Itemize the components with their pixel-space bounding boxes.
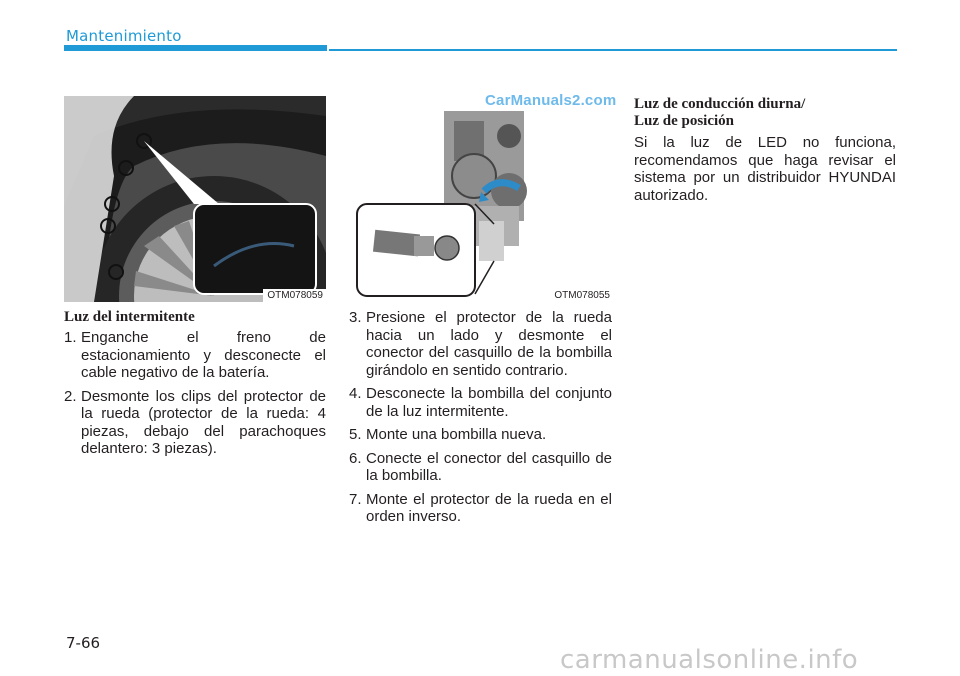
list-item bbox=[349, 309, 612, 379]
step-text: Monte una bombilla nueva. bbox=[366, 426, 547, 443]
list-item bbox=[349, 385, 612, 420]
step-number: 5. bbox=[349, 426, 362, 443]
step-text: Monte el protector de la rueda en el orden inverso. bbox=[366, 490, 612, 525]
list-item bbox=[349, 491, 612, 526]
right-heading-line1: Luz de conducción diurna/ bbox=[634, 96, 806, 112]
left-steps bbox=[64, 329, 326, 464]
left-heading: Luz del intermitente bbox=[64, 309, 195, 325]
figure-code-middle: OTM078055 bbox=[554, 290, 610, 301]
figure-code-left: OTM078059 bbox=[263, 289, 326, 302]
lamp-assembly-illustration bbox=[349, 96, 612, 302]
step-number: 3. bbox=[349, 309, 362, 326]
step-text: Conecte el conector del casquillo de la bombilla. bbox=[366, 449, 612, 484]
wheel-arch-illustration bbox=[64, 96, 326, 302]
figure-wheel-arch bbox=[64, 96, 326, 302]
watermark-top: CarManuals2.com bbox=[485, 92, 617, 109]
header-bar-thick bbox=[64, 45, 327, 51]
list-item bbox=[349, 426, 612, 444]
list-item bbox=[349, 450, 612, 485]
step-text: Desconecte la bombilla del conjunto de la luz intermitente. bbox=[366, 385, 612, 420]
step-text: Enganche el freno de estacionamiento y desconecte el cable negativo de la batería. bbox=[81, 329, 326, 381]
step-number: 4. bbox=[349, 385, 362, 402]
right-heading-line2: Luz de posición bbox=[634, 113, 735, 129]
step-text: Presione el protector de la rueda hacia un lado y desmonte el conector del casquillo de la bombilla girándolo en sentido contrario. bbox=[366, 309, 612, 379]
step-number: 2. bbox=[64, 387, 77, 405]
step-number: 1. bbox=[64, 329, 77, 346]
page-number: 7-66 bbox=[66, 634, 101, 652]
middle-steps bbox=[349, 309, 612, 532]
step-number: 6. bbox=[349, 449, 362, 467]
list-item bbox=[64, 329, 326, 382]
figure-lamp-assembly bbox=[349, 96, 612, 302]
watermark-footer: carmanualsonline.info bbox=[560, 645, 859, 675]
right-paragraph: Si la luz de LED no funciona, recomendamos que haga revisar el sistema por un distribuidor HYUNDAI autorizado. bbox=[634, 134, 896, 204]
header-bar-thin bbox=[329, 49, 897, 51]
step-text: Desmonte los clips del protector de la rueda (protector de la rueda: 4 piezas, debajo del parachoques delantero: 3 piezas). bbox=[81, 387, 326, 457]
step-number: 7. bbox=[349, 490, 362, 508]
list-item bbox=[64, 388, 326, 458]
section-title: Mantenimiento bbox=[66, 27, 182, 45]
